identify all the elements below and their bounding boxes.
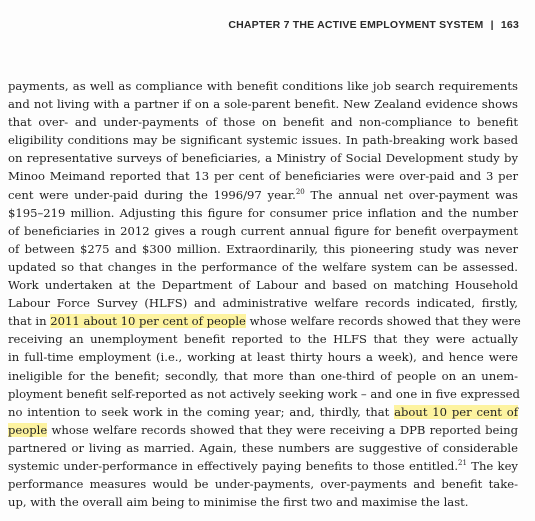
text-line: receiving an unemployment benefit reported to the HLFS that they were actually <box>8 332 518 347</box>
text-line: eligibility conditions may be significant systemic issues. In path-breaking work based <box>8 133 518 148</box>
text-line: partnered or living as married. Again, these numbers are suggestive of considerable <box>8 440 518 455</box>
running-header <box>228 19 519 31</box>
highlighted-text: 2011 about 10 per cent of people <box>50 314 246 329</box>
page-number: 163 <box>500 19 519 31</box>
text-line: Work undertaken at the Department of Labour and based on matching Household <box>8 278 518 293</box>
text-segment: The annual net over-payment was <box>304 187 518 202</box>
text-segment: systemic under-performance in effectively paying benefits to those entitled. <box>8 458 459 473</box>
highlighted-text: about 10 per cent of <box>394 404 518 419</box>
text-line: in full-time employment (i.e., working at least thirty hours a week), and hence were <box>8 350 518 365</box>
header-separator: | <box>490 19 494 31</box>
text-line <box>8 312 521 330</box>
text-line: Minoo Meimand reported that 13 per cent of beneficiaries were over-paid and 3 per <box>8 169 518 184</box>
text-line: ineligible for the benefit; secondly, that more than one-third of people on an unem- <box>8 368 518 383</box>
text-line: $195–219 million. Adjusting this figure for consumer price inflation and the number <box>8 205 518 220</box>
text-line <box>8 457 518 475</box>
text-segment: cent were under-paid during the 1996/97 year. <box>8 187 296 202</box>
text-line: Labour Force Survey (HLFS) and administrative welfare records indicated, firstly, <box>8 296 518 311</box>
text-segment: that in <box>8 314 51 329</box>
highlighted-text: people <box>8 422 48 437</box>
chapter-title: THE ACTIVE EMPLOYMENT SYSTEM <box>292 19 484 31</box>
text-segment: whose welfare records showed that they were <box>245 314 521 329</box>
body-paragraph <box>8 77 521 511</box>
footnote-reference[interactable]: 21 <box>458 458 467 467</box>
text-line: and not living with a partner if on a sole-parent benefit. New Zealand evidence shows <box>8 97 518 112</box>
text-line: that over- and under-payments of those on benefit and non-compliance to benefit <box>8 115 518 130</box>
text-line <box>8 421 518 439</box>
text-line: payments, as well as compliance with benefit conditions like job search requirements <box>8 79 518 93</box>
text-line: of between $275 and $300 million. Extraordinarily, this pioneering study was never <box>8 241 518 256</box>
text-line: updated so that changes in the performance of the welfare system can be assessed. <box>8 259 518 274</box>
text-segment: The key <box>466 458 518 473</box>
text-line <box>8 186 518 204</box>
text-line <box>8 403 518 421</box>
chapter-label: CHAPTER 7 <box>228 19 290 31</box>
text-segment: no intention to seek work in the coming year; and, thirdly, that <box>8 404 395 419</box>
text-line: ployment benefit self-reported as not actively seeking work – and one in five expressed <box>8 386 520 401</box>
footnote-reference[interactable]: 20 <box>295 187 305 196</box>
text-line: on representative surveys of beneficiaries, a Ministry of Social Development study by <box>8 151 518 166</box>
text-segment: whose welfare records showed that they were receiving a DPB reported being <box>47 422 518 437</box>
text-line: of beneficiaries in 2012 gives a rough current annual figure for benefit overpayment <box>8 223 518 238</box>
text-line: up, with the overall aim being to minimise the first two and maximise the last. <box>8 495 469 510</box>
text-line: performance measures would be under-payments, over-payments and benefit take- <box>8 477 518 492</box>
